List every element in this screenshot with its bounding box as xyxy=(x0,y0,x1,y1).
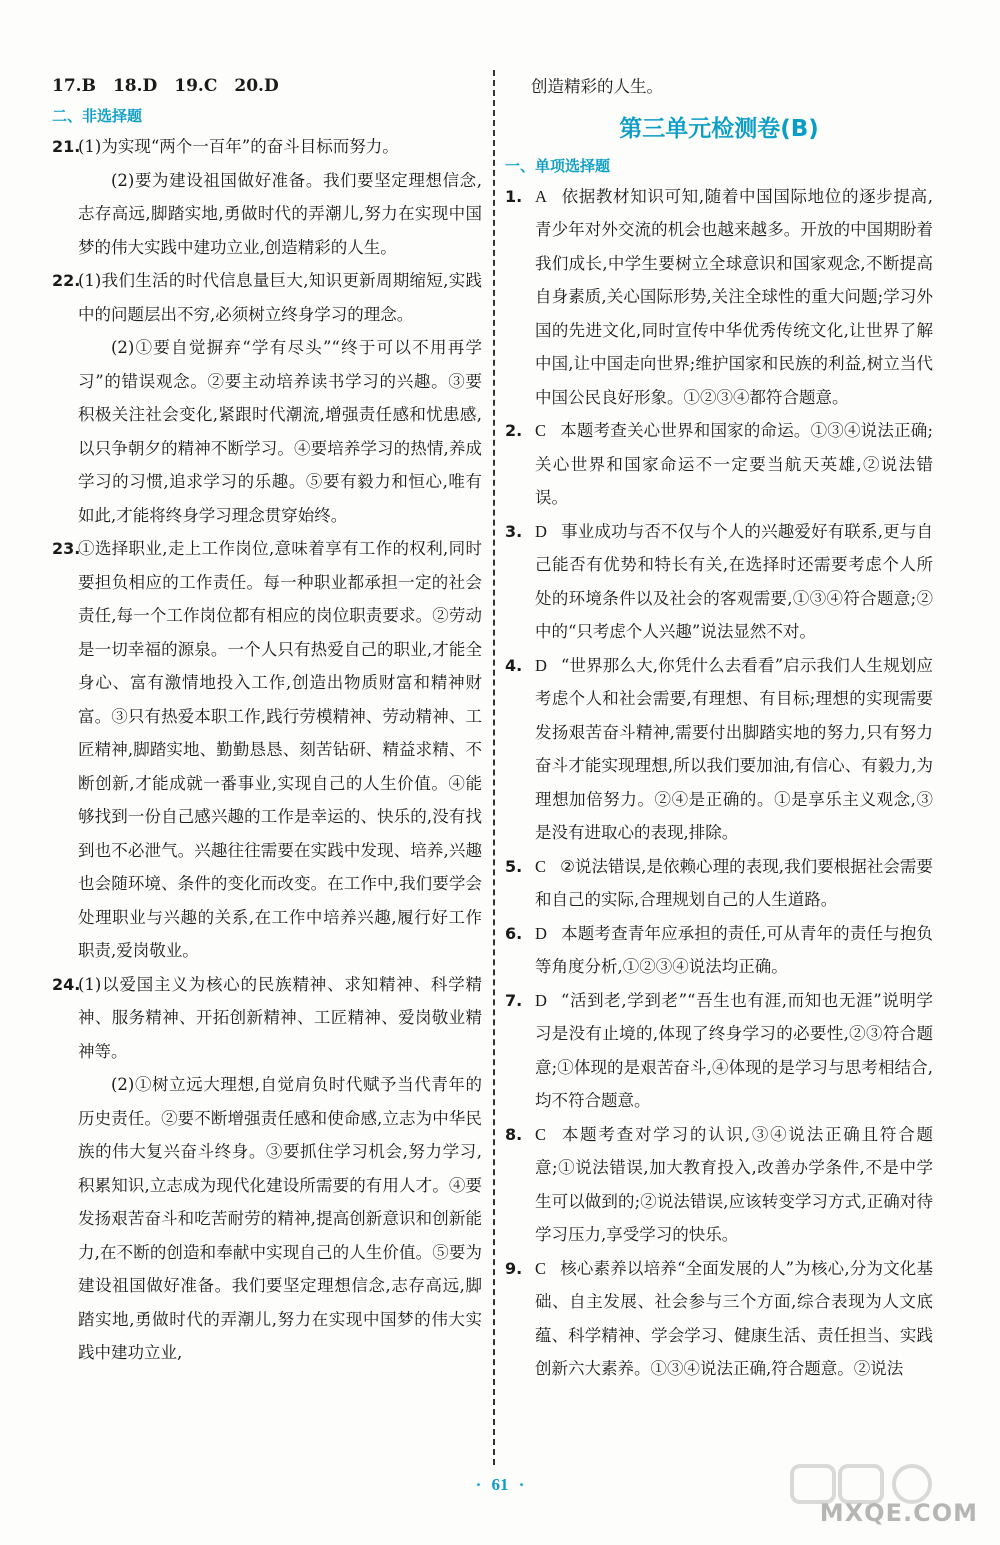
answer-letter: D xyxy=(535,990,547,1010)
explanation-text: 核心素养以培养“全面发展的人”为核心,分为文化基础、自主发展、社会参与三个方面,综合表现为人文底蕴、科学精神、学会学习、健康生活、责任担当、实践创新六大素养。①③④说法正确,符合题意。②说法 xyxy=(535,1258,933,1378)
question-number: 2. xyxy=(505,421,523,440)
answer-letter: C xyxy=(535,421,547,440)
watermark-text: MXQE.COM xyxy=(819,1499,978,1527)
question-number: 8. xyxy=(505,1124,523,1144)
question-number: 9. xyxy=(505,1258,523,1278)
question-item xyxy=(505,1118,933,1252)
question-number: 7. xyxy=(505,990,523,1010)
answer-letter: C xyxy=(535,1258,547,1278)
explanation-text: “活到老,学到老”“吾生也有涯,而知也无涯”说明学习是没有止境的,体现了终身学习的必要性,②③符合题意;①体现的是艰苦奋斗,④体现的是学习与思考相结合,均不符合题意。 xyxy=(535,990,933,1110)
answer-letter: A xyxy=(535,186,547,206)
answer-paragraph: (1)以爱国主义为核心的民族精神、求知精神、科学精神、服务精神、开拓创新精神、工匠精神、爱岗敬业精神等。 xyxy=(78,974,482,1061)
section-title-choice: 一、单项选择题 xyxy=(505,156,611,175)
answer-paragraph: (2)①要自觉摒弃“学有尽头”“终于可以不用再学习”的错误观念。②要主动培养读书学习的兴趣。③要积极关注社会变化,紧跟时代潮流,增强责任感和忧患感,以只争朝夕的精神不断学习。④要培养学习的热情,养成学习的习惯,追求学习的乐趣。⑤要有毅力和恒心,唯有如此,才能将终身学习理念贯穿始终。 xyxy=(78,338,482,525)
question-item xyxy=(52,532,482,968)
explanation-text: 本题考查青年应承担的责任,可从青年的责任与抱负等角度分析,①②③④说法均正确。 xyxy=(535,923,933,976)
answer-letter: D xyxy=(535,923,547,943)
question-number: 3. xyxy=(505,521,523,541)
question-number: 24. xyxy=(52,974,81,994)
question-number: 22. xyxy=(52,271,81,290)
answers-row: 17.B 18.D 19.C 20.D xyxy=(52,76,279,96)
answer-letter: C xyxy=(535,856,547,876)
question-number: 5. xyxy=(505,856,523,876)
question-item xyxy=(505,649,933,850)
page-number: · 61 · xyxy=(475,1475,525,1494)
section-title-nonchoice: 二、非选择题 xyxy=(52,107,143,125)
unit-title: 第三单元检测卷(B) xyxy=(619,115,819,142)
question-number: 23. xyxy=(52,539,81,558)
question-item xyxy=(52,968,482,1370)
answer-paragraph: (1)为实现“两个一百年”的奋斗目标而努力。 xyxy=(78,137,399,156)
question-item xyxy=(505,1252,933,1386)
explanation-text: 事业成功与否不仅与个人的兴趣爱好有联系,更与自己能否有优势和特长有关,在选择时还需要考虑个人所处的环境条件以及社会的客观需要,①③④符合题意;②中的“只考虑个人兴趣”说法显然不对。 xyxy=(535,521,933,641)
question-number: 6. xyxy=(505,923,523,943)
explanation-text: 本题考查关心世界和国家的命运。①③④说法正确;关心世界和国家命运不一定要当航天英雄,②说法错误。 xyxy=(535,421,933,507)
answer-paragraph: (1)我们生活的时代信息量巨大,知识更新周期缩短,实践中的问题层出不穷,必须树立终身学习的理念。 xyxy=(78,271,482,324)
explanation-text: ②说法错误,是依赖心理的表现,我们要根据社会需要和自己的实际,合理规划自己的人生道路。 xyxy=(535,856,933,909)
question-item xyxy=(52,264,482,532)
answer-letter: C xyxy=(535,1124,547,1144)
answer-paragraph: ①选择职业,走上工作岗位,意味着享有工作的权利,同时要担负相应的工作责任。每一种职业都承担一定的社会责任,每一个工作岗位都有相应的岗位职责要求。②劳动是一切幸福的源泉。一个人只有热爱自己的职业,才能全身心、富有激情地投入工作,创造出物质财富和精神财富。③只有热爱本职工作,践行劳模精神、劳动精神、工匠精神,脚踏实地、勤勤恳恳、刻苦钻研、精益求精、不断创新,才能成就一番事业,实现自己的人生价值。④能够找到一份自己感兴趣的工作是幸运的、快乐的,没有找到也不必泄气。兴趣往往需要在实践中发现、培养,兴趣也会随环境、条件的变化而改变。在工作中,我们要学会处理职业与兴趣的关系,在工作中培养兴趣,履行好工作职责,爱岗敬业。 xyxy=(78,539,482,960)
answer-letter: D xyxy=(535,521,547,541)
answer-letter: D xyxy=(535,655,547,675)
question-item xyxy=(52,130,482,264)
continuation-text: 创造精彩的人生。 xyxy=(531,77,663,96)
question-item xyxy=(505,984,933,1118)
left-column xyxy=(52,70,482,1370)
question-item xyxy=(505,515,933,649)
right-column xyxy=(505,70,933,1386)
question-item xyxy=(505,917,933,984)
question-item xyxy=(505,850,933,917)
question-item xyxy=(505,414,933,515)
explanation-text: 本题考查对学习的认识,③④说法正确且符合题意;①说法错误,加大教育投入,改善办学条件,不是中学生可以做到的;②说法错误,应该转变学习方式,正确对待学习压力,享受学习的快乐。 xyxy=(535,1124,933,1244)
question-number: 21. xyxy=(52,137,81,156)
explanation-text: “世界那么大,你凭什么去看看”启示我们人生规划应考虑个人和社会需要,有理想、有目标;理想的实现需要发扬艰苦奋斗精神,需要付出脚踏实地的努力,只有努力奋斗才能实现理想,所以我们要加油,有信心、有毅力,为理想加倍努力。②④是正确的。①是享乐主义观念,③是没有进取心的表现,排除。 xyxy=(535,655,933,842)
explanation-text: 依据教材知识可知,随着中国国际地位的逐步提高,青少年对外交流的机会也越来越多。开放的中国期盼着我们成长,中学生要树立全球意识和国家观念,不断提高自身素质,关心国际形势,关注全球性的重大问题;学习外国的先进文化,同时宣传中华优秀传统文化,让世界了解中国,让中国走向世界;维护国家和民族的利益,树立当代中国公民良好形象。①②③④都符合题意。 xyxy=(535,186,933,407)
answer-paragraph: (2)要为建设祖国做好准备。我们要坚定理想信念,志存高远,脚踏实地,勇做时代的弄潮儿,努力在实现中国梦的伟大实践中建功立业,创造精彩的人生。 xyxy=(78,170,482,257)
question-item xyxy=(505,180,933,415)
question-number: 4. xyxy=(505,655,523,675)
answer-paragraph: (2)①树立远大理想,自觉肩负时代赋予当代青年的历史责任。②要不断增强责任感和使命感,立志为中华民族的伟大复兴奋斗终身。③要抓住学习机会,努力学习,积累知识,立志成为现代化建设所需要的有用人才。④要发扬艰苦奋斗和吃苦耐劳的精神,提高创新意识和创新能力,在不断的创造和奉献中实现自己的人生价值。⑤要为建设祖国做好准备。我们要坚定理想信念,志存高远,脚踏实地,勇做时代的弄潮儿,努力在实现中国梦的伟大实践中建功立业, xyxy=(78,1075,482,1362)
column-divider xyxy=(493,70,495,1465)
question-number: 1. xyxy=(505,186,523,206)
